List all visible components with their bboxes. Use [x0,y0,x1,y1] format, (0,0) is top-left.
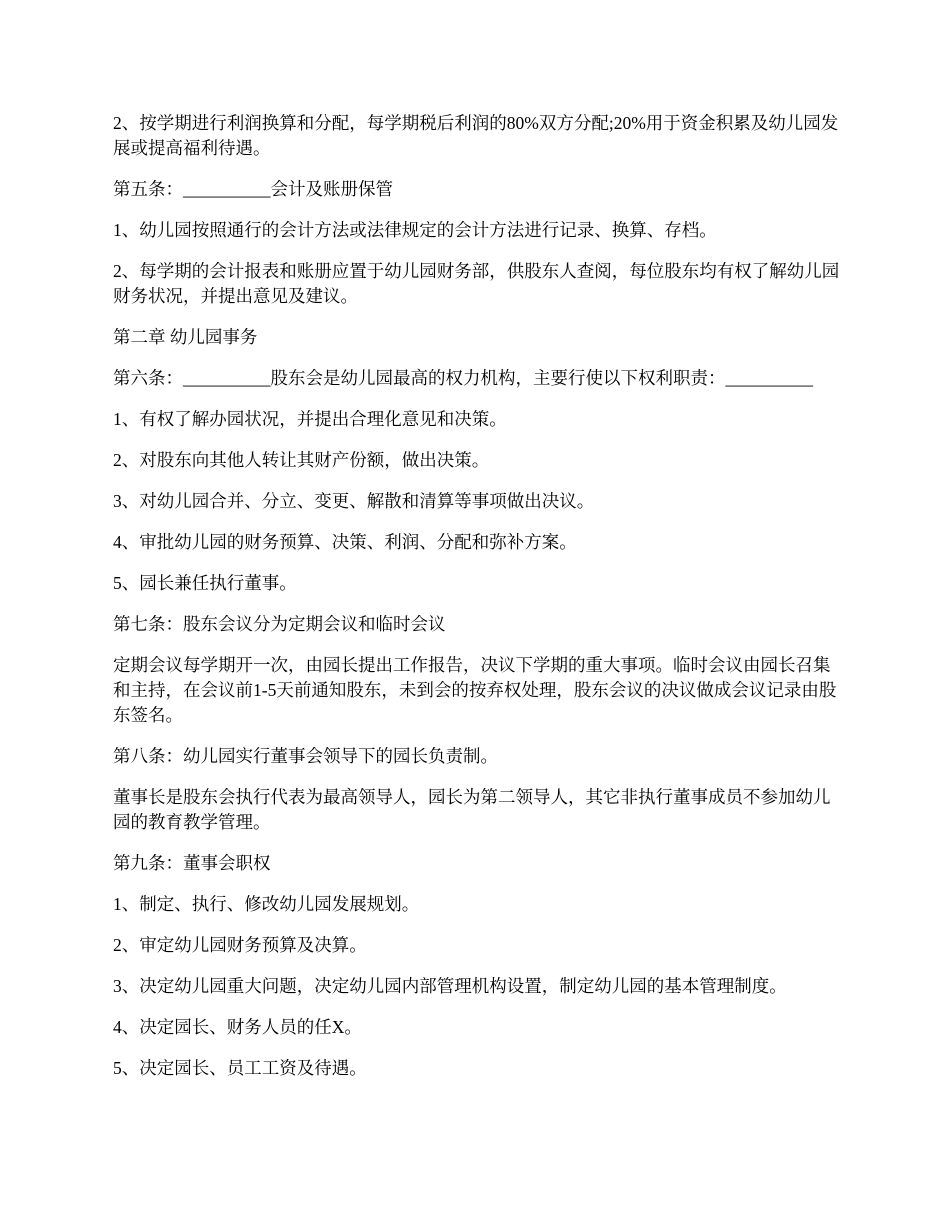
board-power-item-3: 3、决定幼儿园重大问题，决定幼儿园内部管理机构设置，制定幼儿园的基本管理制度。 [113,976,787,996]
list-item-3: 3、对幼儿园合并、分立、变更、解散和清算等事项做出决议。 [113,491,595,511]
paragraph-profit-distribution: 2、按学期进行利润换算和分配，每学期税后利润的80%双方分配;20%用于资金积累及幼儿园发展或提高福利待遇。 [113,113,839,158]
board-power-item-5: 5、决定园长、员工工资及待遇。 [113,1058,367,1078]
article-6-heading: 第六条：__________股东会是幼儿园最高的权力机构，主要行使以下权利职责：__________ [113,368,813,388]
chapter-2-heading: 第二章 幼儿园事务 [113,327,258,347]
document-body [113,111,840,1097]
list-item-4: 4、审批幼儿园的财务预算、决策、利润、分配和弥补方案。 [113,532,577,552]
board-power-item-1: 1、制定、执行、修改幼儿园发展规划。 [113,894,420,914]
paragraph-meetings: 定期会议每学期开一次，由园长提出工作报告，决议下学期的重大事项。临时会议由园长召集和主持，在会议前1-5天前通知股东，未到会的按弃权处理，股东会议的决议做成会议记录由股东签名。 [113,655,837,725]
paragraph-chairman: 董事长是股东会执行代表为最高领导人，园长为第二领导人，其它非执行董事成员不参加幼儿园的教育教学管理。 [113,787,831,832]
list-item-1: 1、有权了解办园状况，并提出合理化意见和决策。 [113,409,507,429]
board-power-item-4: 4、决定园长、财务人员的任X。 [113,1017,362,1037]
article-7-heading: 第七条：股东会议分为定期会议和临时会议 [113,614,446,634]
article-9-heading: 第九条：董事会职权 [113,853,271,873]
list-item-5: 5、园长兼任执行董事。 [113,573,297,593]
list-item-2: 2、对股东向其他人转让其财产份额，做出决策。 [113,450,490,470]
board-power-item-2: 2、审定幼儿园财务预算及决算。 [113,935,367,955]
paragraph-accounting-method: 1、幼儿园按照通行的会计方法或法律规定的会计方法进行记录、换算、存档。 [113,220,717,240]
article-5-heading: 第五条：__________会计及账册保管 [113,179,393,199]
article-8-heading: 第八条：幼儿园实行董事会领导下的园长负责制。 [113,746,498,766]
paragraph-accounting-reports: 2、每学期的会计报表和账册应置于幼儿园财务部，供股东人查阅，每位股东均有权了解幼儿园财务状况，并提出意见及建议。 [113,261,840,306]
